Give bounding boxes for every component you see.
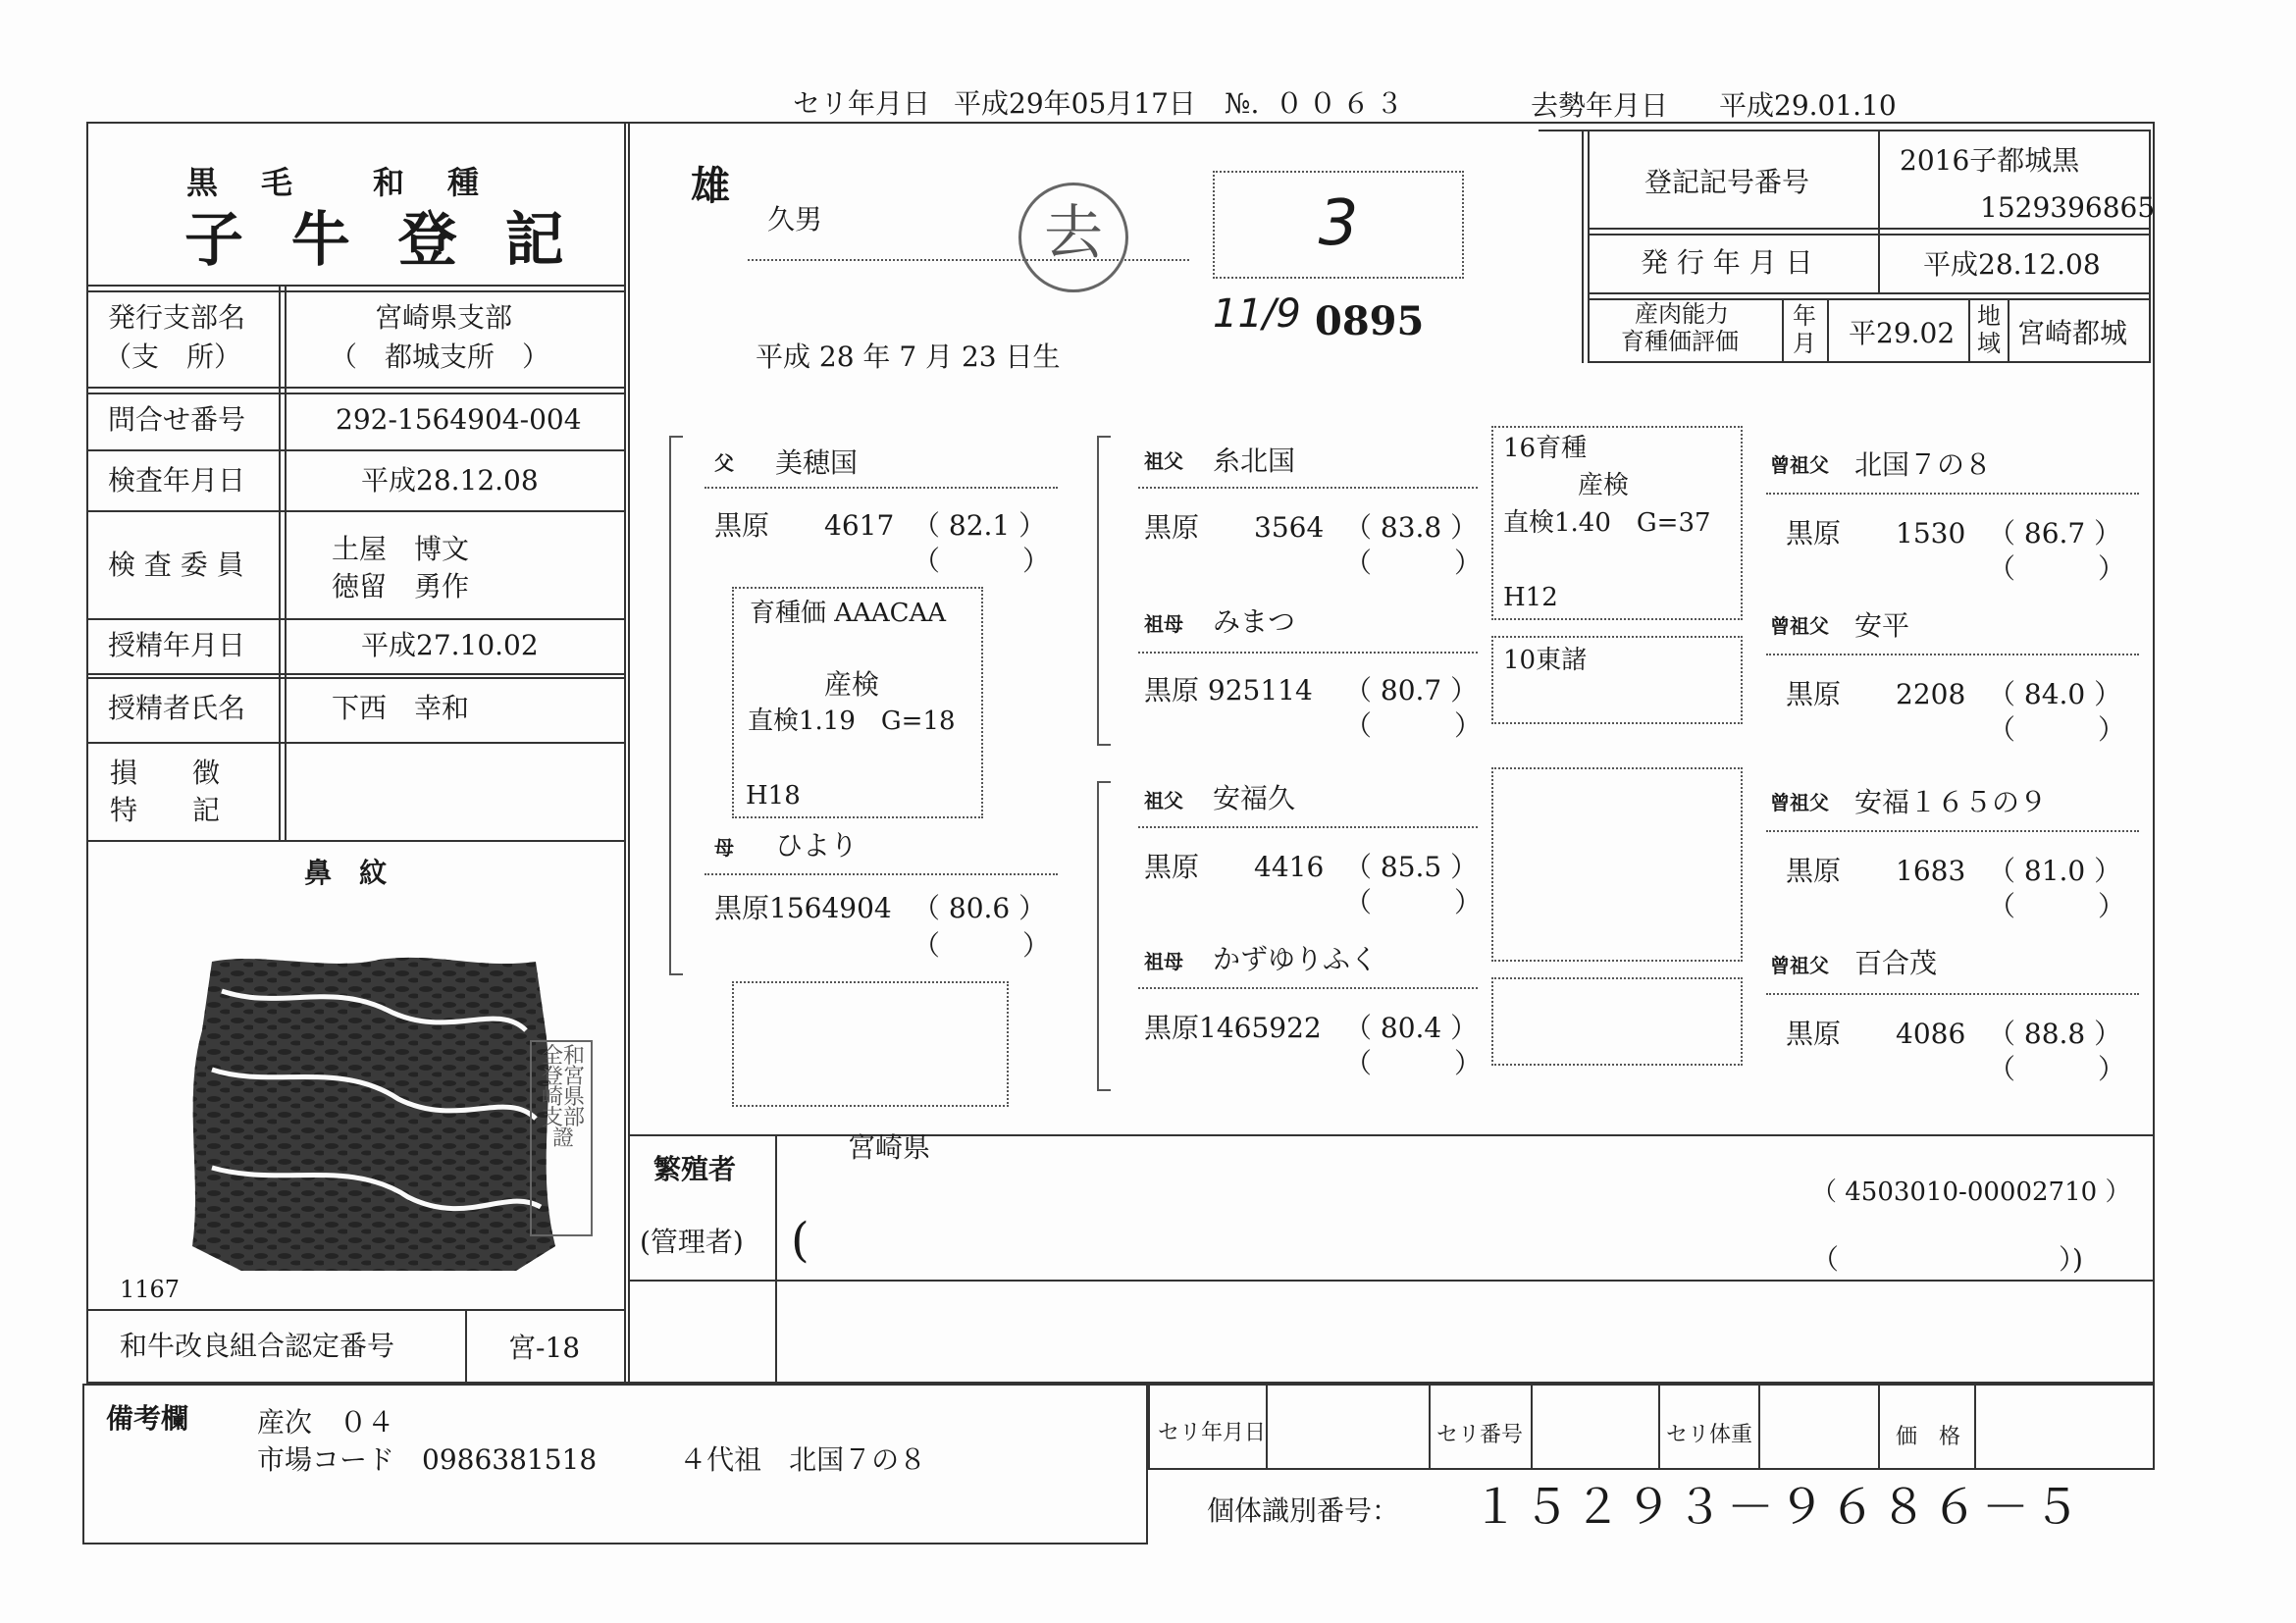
mother-reg: 黒原1564904 xyxy=(714,892,892,924)
inspector-2: 徳留 勇作 xyxy=(332,570,470,602)
seri-price-col-label: 価 格 xyxy=(1896,1425,1961,1449)
region-value: 宮崎都城 xyxy=(2017,317,2128,349)
notes-label: 特 記 xyxy=(110,794,221,826)
seri-date-col-label: セリ年月日 xyxy=(1158,1421,1267,1445)
gp4-reg: 黒原1465922 xyxy=(1144,1012,1322,1044)
inseminator-label: 授精者氏名 xyxy=(108,692,246,724)
father-sanken: 産検 xyxy=(824,668,880,701)
gp1-score-2: （ ） xyxy=(1344,547,1483,579)
reg-label: 登記記号番号 xyxy=(1644,166,1810,198)
father-score: （ 82.1 ） xyxy=(913,509,1047,542)
ggp4-score: （ 88.8 ） xyxy=(1988,1018,2122,1050)
no-value: ００６３ xyxy=(1276,87,1410,120)
nose-label: 鼻 紋 xyxy=(304,857,388,889)
ggp2-name: 安平 xyxy=(1854,609,1910,642)
individual-id-value: １５２９３－９６８６－５ xyxy=(1472,1480,2085,1535)
gp1-role: 祖父 xyxy=(1144,449,1183,473)
gp2-name: みまつ xyxy=(1213,605,1296,638)
manager-paren-close: （ ）) xyxy=(1811,1243,2083,1276)
father-name: 美穂国 xyxy=(775,446,859,479)
remarks-line-1: 産次 ０４ xyxy=(257,1406,395,1439)
gp4-score-2: （ ） xyxy=(1344,1047,1483,1079)
seri-date-label: セリ年月日 xyxy=(793,87,931,120)
gp-box1-line2: 産検 xyxy=(1578,471,1630,500)
ggp2-reg: 黒原 2208 xyxy=(1786,678,1966,710)
ggp4-name: 百合茂 xyxy=(1854,947,1938,979)
remarks-label: 備考欄 xyxy=(106,1402,189,1435)
calf-birth: 平成 28 年 7 月 23 日生 xyxy=(756,340,1061,373)
father-chokken: 直検1.19 G=18 xyxy=(748,707,956,736)
ggp2-role: 曾祖父 xyxy=(1770,614,1829,638)
gp-box1-line4: H12 xyxy=(1503,583,1558,612)
ggp4-reg: 黒原 4086 xyxy=(1786,1018,1966,1050)
mother-role: 母 xyxy=(714,836,734,860)
inspector-1: 土屋 博文 xyxy=(332,533,470,565)
calf-sex: 雄 xyxy=(691,163,730,209)
manager-label: (管理者) xyxy=(640,1226,744,1258)
issue-label: 発 行 年 月 日 xyxy=(1641,246,1813,279)
ggp2-score-2: （ ） xyxy=(1988,713,2126,746)
reg-value-1: 2016子都城黒 xyxy=(1900,144,2080,177)
ggp3-role: 曾祖父 xyxy=(1770,791,1829,814)
gp4-name: かずゆりふく xyxy=(1213,943,1379,975)
issue-value: 平成28.12.08 xyxy=(1923,248,2101,281)
gp3-score: （ 85.5 ） xyxy=(1344,851,1479,883)
gp3-name: 安福久 xyxy=(1213,782,1296,814)
gp3-score-2: （ ） xyxy=(1344,886,1483,918)
branch-label: （支 所） xyxy=(104,340,242,373)
nose-number: 1167 xyxy=(120,1276,181,1303)
issuer-value: 宮崎県支部 xyxy=(375,301,513,334)
region-label: 地域 xyxy=(1977,302,2001,357)
issuer-label: 発行支部名 xyxy=(108,301,246,334)
breed-title: 黒 毛 和 種 xyxy=(186,164,486,201)
seri-table xyxy=(1148,1384,2155,1470)
seri-weight-col-label: セリ体重 xyxy=(1666,1423,1753,1447)
seri-number-col-label: セリ番号 xyxy=(1436,1423,1524,1447)
calf-name: 久男 xyxy=(767,203,823,236)
breeder-code: （ 4503010-00002710 ） xyxy=(1811,1178,2131,1207)
association-value: 宮-18 xyxy=(508,1332,581,1364)
calf-number: 0895 xyxy=(1315,298,1425,344)
gp1-score: （ 83.8 ） xyxy=(1344,511,1479,544)
ggp2-score: （ 84.0 ） xyxy=(1988,678,2122,710)
inspection-date-value: 平成28.12.08 xyxy=(361,464,539,497)
gp1-name: 糸北国 xyxy=(1213,445,1296,477)
mother-score-2: （ ） xyxy=(913,929,1051,962)
gp-box1-line1: 16育種 xyxy=(1503,434,1588,463)
castration-date: 平成29.01.10 xyxy=(1719,89,1897,122)
mother-score: （ 80.6 ） xyxy=(913,892,1047,924)
handwritten-date: 11/9 xyxy=(1213,291,1301,337)
ggp3-score: （ 81.0 ） xyxy=(1988,855,2122,887)
father-reg: 黒原 4617 xyxy=(714,509,895,542)
ggp4-score-2: （ ） xyxy=(1988,1053,2126,1085)
gp1-reg: 黒原 3564 xyxy=(1144,511,1325,544)
gp3-reg: 黒原 4416 xyxy=(1144,851,1325,883)
handwritten-mark: 3 xyxy=(1318,187,1359,260)
gp3-role: 祖父 xyxy=(1144,789,1183,812)
nose-print-image xyxy=(183,952,565,1276)
father-h: H18 xyxy=(746,781,801,811)
breeder-label: 繁殖者 xyxy=(653,1153,737,1185)
gp-info-box-4 xyxy=(1491,977,1743,1066)
inseminator-value: 下西 幸和 xyxy=(332,692,470,724)
gp-box2-line1: 10東諸 xyxy=(1503,646,1588,675)
eval-label-1: 産肉能力 xyxy=(1635,300,1729,328)
castration-label: 去勢年月日 xyxy=(1531,89,1669,122)
remarks-line-2: 市場コード 0986381518 ４代祖 北国７の８ xyxy=(257,1443,927,1476)
inquiry-label: 問合せ番号 xyxy=(108,403,246,436)
gp2-reg: 黒原 925114 xyxy=(1144,674,1313,707)
mother-name: ひより xyxy=(775,829,859,862)
manager-paren-open: ( xyxy=(791,1213,809,1268)
inspector-label: 検 査 委 員 xyxy=(108,549,244,581)
ggp3-name: 安福１６５の９ xyxy=(1854,786,2048,818)
nose-stamp-text: 全和登宮崎県支部證 xyxy=(542,1044,586,1151)
ggp3-score-2: （ ） xyxy=(1988,890,2126,922)
gp4-score: （ 80.4 ） xyxy=(1344,1012,1479,1044)
gp2-score: （ 80.7 ） xyxy=(1344,674,1479,707)
branch-value: （ 都城支所 ） xyxy=(330,340,550,373)
defect-label: 損 徴 xyxy=(110,757,221,789)
no-label: №. xyxy=(1225,87,1260,120)
father-role: 父 xyxy=(714,451,734,475)
individual-id-label: 個体識別番号： xyxy=(1207,1494,1400,1527)
father-score-2: （ ） xyxy=(913,545,1051,577)
ggp1-score: （ 86.7 ） xyxy=(1988,517,2122,550)
doc-title: 子 牛 登 記 xyxy=(184,206,578,275)
reg-value-2: 1529396865 xyxy=(1980,191,2156,224)
ggp1-role: 曾祖父 xyxy=(1770,453,1829,477)
breeder-value: 宮崎県 xyxy=(848,1131,931,1164)
ggp1-score-2: （ ） xyxy=(1988,552,2126,585)
gp2-role: 祖母 xyxy=(1144,612,1183,636)
eval-label-2: 育種価評価 xyxy=(1621,328,1739,355)
father-breeding-value: 育種価 AAACAA xyxy=(750,599,947,628)
inquiry-value: 292-1564904-004 xyxy=(336,403,582,436)
insemination-date-value: 平成27.10.02 xyxy=(361,629,539,661)
ym-value: 平29.02 xyxy=(1849,317,1956,349)
association-label: 和牛改良組合認定番号 xyxy=(120,1330,395,1362)
empty-box-left xyxy=(732,981,1009,1107)
gp-box1-line3: 直検1.40 G=37 xyxy=(1503,508,1711,538)
castrated-stamp-text: 去 xyxy=(1044,199,1103,268)
ggp1-name: 北国７の８ xyxy=(1854,448,1993,481)
seri-date: 平成29年05月17日 xyxy=(954,87,1196,120)
gp2-score-2: （ ） xyxy=(1344,709,1483,742)
gp4-role: 祖母 xyxy=(1144,950,1183,973)
ggp4-role: 曾祖父 xyxy=(1770,954,1829,977)
ym-label: 年月 xyxy=(1793,302,1816,357)
insemination-date-label: 授精年月日 xyxy=(108,629,246,661)
inspection-date-label: 検査年月日 xyxy=(108,464,246,497)
ggp3-reg: 黒原 1683 xyxy=(1786,855,1966,887)
ggp1-reg: 黒原 1530 xyxy=(1786,517,1966,550)
gp-info-box-3 xyxy=(1491,767,1743,962)
